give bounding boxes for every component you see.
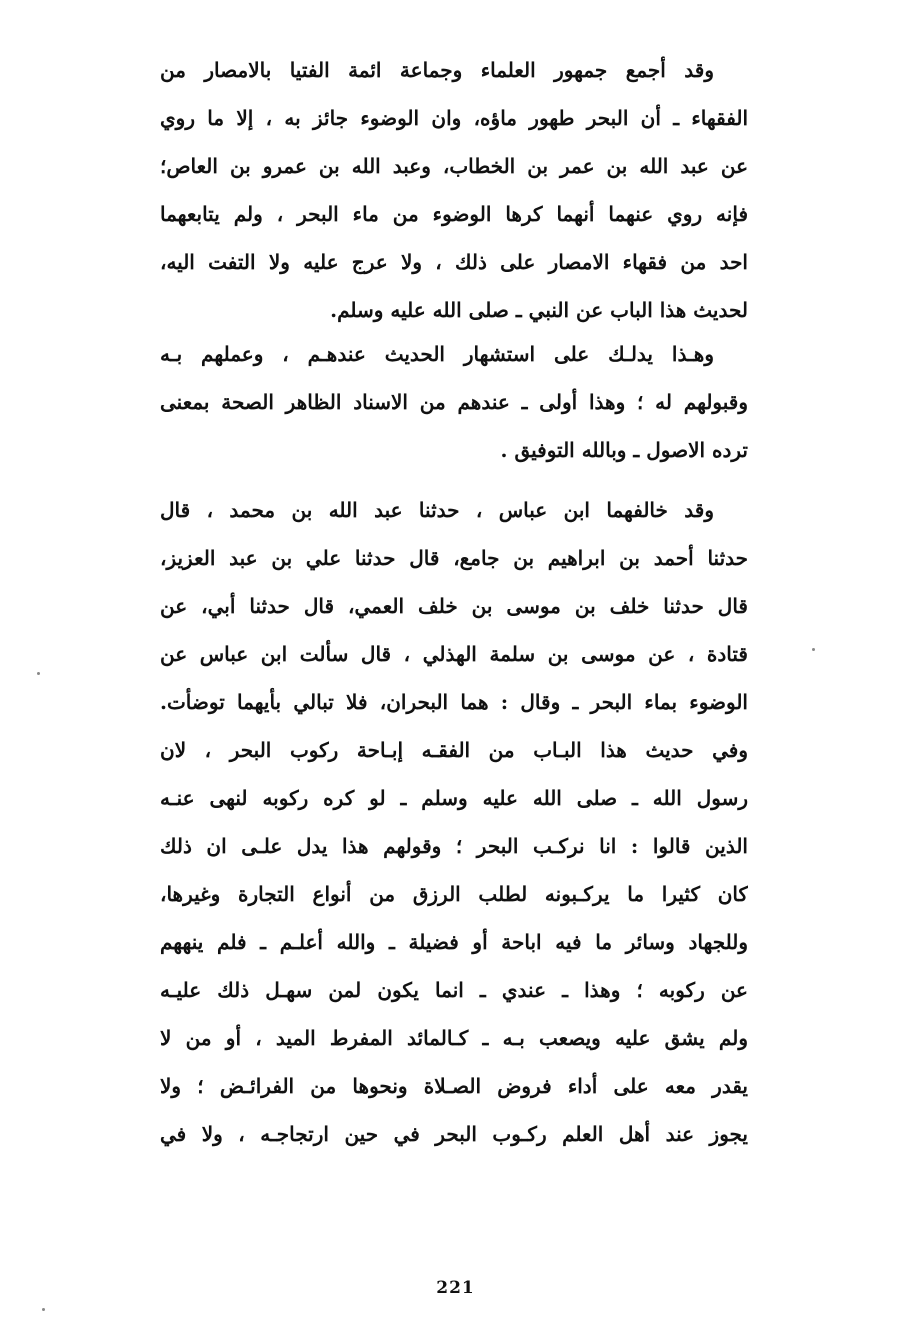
text-line: وفي حديث هذا البـاب من الفقـه إبـاحة ركوب البحر ، لان [160,738,748,762]
paragraph-2 [160,330,748,474]
scan-speck [42,1308,45,1311]
text-line: الفقهاء ـ أن البحر طهور ماؤه، وان الوضوء جائز به ، إلا ما روي [160,106,748,130]
text-line: لحديث هذا الباب عن النبي ـ صلى الله عليه وسلم. [330,298,748,322]
text-line: رسول الله ـ صلى الله عليه وسلم ـ لو كره ركوبه لنهى عنـه [160,786,748,810]
text-line: الوضوء بماء البحر ـ وقال : هما البحران، فلا تبالي بأيهما توضأت. [160,690,748,714]
text-line: وللجهاد وسائر ما فيه اباحة أو فضيلة ـ والله أعلـم ـ فلم ينههم [160,930,748,954]
text-line: ترده الاصول ـ وبالله التوفيق . [500,438,748,462]
text-line: ولم يشق عليه ويصعب بـه ـ كـالمائد المفرط الميد ، أو من لا [160,1026,748,1050]
text-line: حدثنا أحمد بن ابراهيم بن جامع، قال حدثنا علي بن عبد العزيز، [160,546,748,570]
text-line: احد من فقهاء الامصار على ذلك ، ولا عرج عليه ولا التفت اليه، [160,250,748,274]
text-line: فإنه روي عنهما أنهما كرها الوضوء من ماء البحر ، ولم يتابعهما [160,202,748,226]
text-line: قال حدثنا خلف بن موسى بن خلف العمي، قال حدثنا أبي، عن [160,594,748,618]
text-line: قتادة ، عن موسى بن سلمة الهذلي ، قال سألت ابن عباس عن [160,642,748,666]
paragraph-3 [160,486,748,1158]
scan-speck [37,672,40,675]
text-line: عن عبد الله بن عمر بن الخطاب، وعبد الله بن عمرو بن العاص؛ [160,154,748,178]
scan-speck [812,648,815,651]
paragraph-1 [160,46,748,334]
text-line: عن ركوبه ؛ وهذا ـ عندي ـ انما يكون لمن سهـل ذلك عليـه [160,978,748,1002]
text-line: كان كثيرا ما يركـبونه لطلب الرزق من أنواع التجارة وغيرها، [160,882,748,906]
text-line: وقبولهم له ؛ وهذا أولى ـ عندهم من الاسناد الظاهر الصحة بمعنى [160,390,748,414]
page-number: 221 [436,1278,475,1298]
text-line: وقد أجمع جمهور العلماء وجماعة ائمة الفتيا بالامصار من [160,58,714,82]
text-line: يقدر معه على أداء فروض الصـلاة ونحوها من الفرائـض ؛ ولا [160,1074,748,1098]
text-line: الذين قالوا : انا نركـب البحر ؛ وقولهم هذا يدل علـى ان ذلك [160,834,748,858]
text-line: يجوز عند أهل العلم ركـوب البحر في حين ارتجاجـه ، ولا في [160,1122,748,1146]
text-line: وهـذا يدلـك على استشهار الحديث عندهـم ، وعملهم بـه [160,342,714,366]
text-line: وقد خالفهما ابن عباس ، حدثنا عبد الله بن محمد ، قال [160,498,714,522]
